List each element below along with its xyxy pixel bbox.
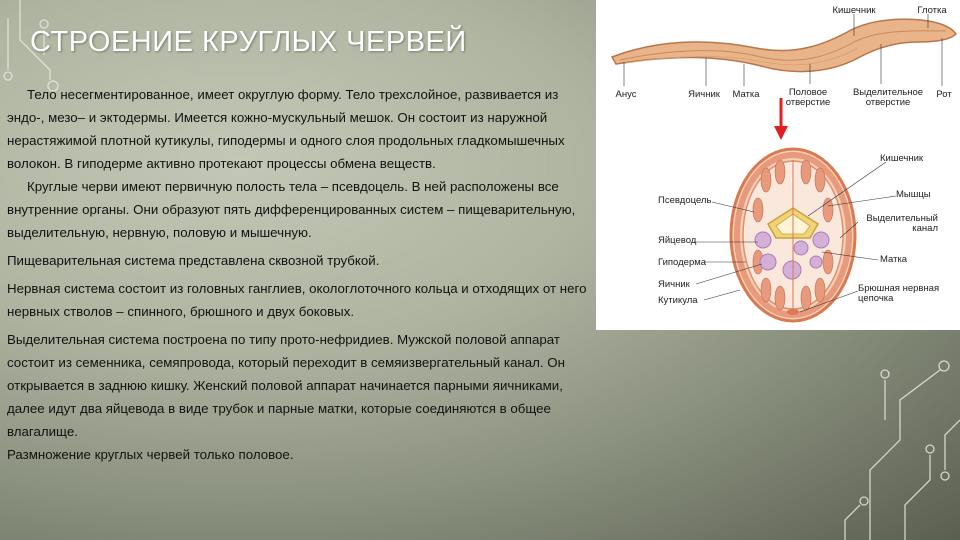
label-section-hypodermis: Гиподерма (658, 257, 707, 268)
label-worm-excretory-pore: Выделительное отверстие (852, 87, 924, 108)
slide-title: СТРОЕНИЕ КРУГЛЫХ ЧЕРВЕЙ (30, 26, 467, 58)
paragraph-pseudocoel: Круглые черви имеют первичную полость тела – псевдоцель. В ней расположены все внутренние органы. Они образуют пять дифференцированных систем – пищеварительную, выделительную, нервную, половую и мышечную. (7, 179, 576, 240)
worm-anatomy-figure (596, 0, 960, 330)
label-worm-anus: Анус (615, 89, 637, 100)
paragraph-digestive: Пищеварительная система представлена сквозной трубкой. (7, 253, 380, 268)
label-section-ventral-nerve-cord: Брюшная нервная цепочка (858, 283, 940, 304)
label-worm-uterus: Матка (732, 89, 760, 100)
label-section-intestine: Кишечник (880, 153, 924, 164)
label-section-pseudocoel: Псевдоцель (658, 195, 712, 206)
label-worm-genital-pore: Половое отверстие (785, 87, 831, 108)
worm-diagram (596, 0, 960, 330)
paragraph-nervous: Нервная система состоит из головных ганглиев, окологлоточного кольца и отходящих от него нервных стволов – спинного, брюшного и двух боковых. (7, 281, 587, 319)
label-worm-intestine: Кишечник (832, 5, 876, 16)
label-section-oviduct: Яйцевод (658, 235, 697, 246)
worm-longitudinal (612, 19, 956, 71)
label-section-muscles: Мышцы (896, 189, 931, 200)
label-section-cuticle: Кутикула (658, 295, 698, 306)
cross-section (731, 149, 855, 321)
label-worm-ovary: Яичник (688, 89, 720, 100)
paragraph-excretory-reproductive: Выделительная система построена по типу прото-нефридиев. Мужской половой аппарат состоит из семенника, семяпровода, который переходит в семяизвергательный канал. Он открывается в заднюю кишку. Женский половой аппарат начинается парными яичниками, далее идут два яйцевода в виде трубок и парные матки, которые соединяются в общее влагалище. (7, 332, 565, 439)
paragraph-reproduction: Размножение круглых червей только половое. (7, 447, 294, 462)
label-section-ovary: Яичник (658, 279, 690, 290)
label-worm-mouth: Рот (936, 89, 952, 100)
label-section-excretory-canal: Выделительный канал (866, 213, 938, 234)
body-text (7, 83, 595, 466)
paragraph-body-structure: Тело несегментированное, имеет округлую форму. Тело трехслойное, развивается из эндо-, мезо– и эктодермы. Имеется кожно-мускульный мешок. Он состоит из наружной нерастяжимой плотной кутикулы, гиподермы и одного слоя продольных гладкомышечных волокон. В гиподерме активно протекают процессы обмена веществ. (7, 87, 565, 171)
label-section-uterus: Матка (880, 254, 908, 265)
label-worm-pharynx: Глотка (917, 5, 947, 16)
